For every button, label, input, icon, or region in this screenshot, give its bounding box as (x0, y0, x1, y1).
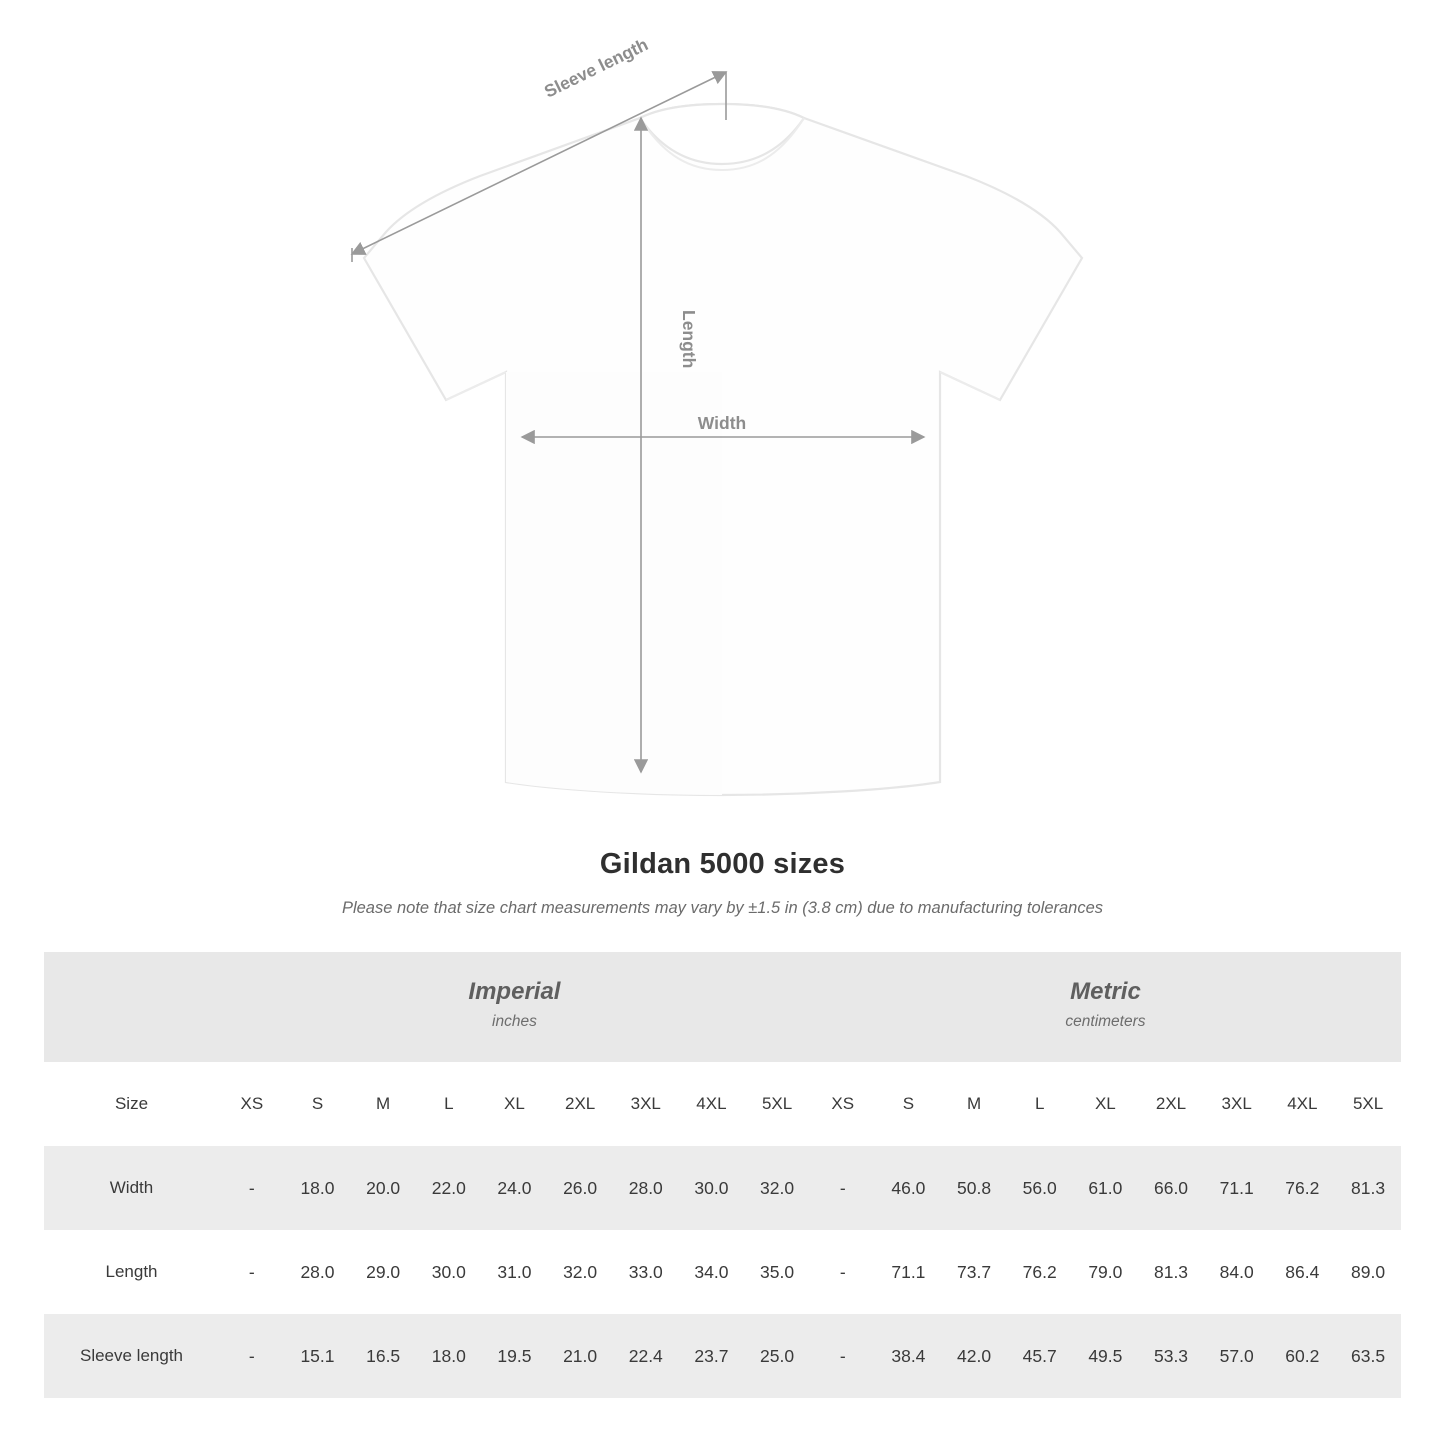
width-metric-5xl: 81.3 (1351, 1177, 1386, 1198)
width-imperial-4xl: 30.0 (694, 1177, 729, 1198)
width-imperial-m: 20.0 (366, 1177, 401, 1198)
col-header-imperial-l: L (444, 1094, 454, 1113)
sleeve-imperial-5xl: 25.0 (760, 1345, 795, 1366)
length-label: Length (679, 310, 699, 369)
size-header-row (44, 1062, 1401, 1146)
length-metric-5xl: 89.0 (1351, 1261, 1386, 1282)
col-header-imperial-s: S (311, 1094, 324, 1113)
col-header-metric-xl: XL (1094, 1094, 1116, 1113)
imperial-header (219, 952, 810, 1062)
sleeve-metric-4xl: 60.2 (1285, 1345, 1320, 1366)
length-metric-s: 71.1 (891, 1261, 926, 1282)
metric-title: Metric (1070, 978, 1141, 1006)
row-label-width: Width (109, 1178, 154, 1197)
imperial-title: Imperial (468, 978, 561, 1006)
length-imperial-2xl: 32.0 (563, 1261, 598, 1282)
size-label: Size (114, 1094, 149, 1113)
sleeve-imperial-xl: 19.5 (497, 1345, 532, 1366)
width-metric-m: 50.8 (957, 1177, 992, 1198)
sleeve-metric-3xl: 57.0 (1219, 1345, 1254, 1366)
sleeve-imperial-xs: - (248, 1345, 255, 1366)
imperial-subtitle: inches (492, 1013, 537, 1031)
length-metric-4xl: 86.4 (1285, 1261, 1320, 1282)
length-metric-3xl: 84.0 (1219, 1261, 1254, 1282)
col-header-metric-4xl: 4XL (1287, 1094, 1318, 1113)
width-metric-l: 56.0 (1022, 1177, 1057, 1198)
table-row (44, 1146, 1401, 1230)
length-metric-l: 76.2 (1022, 1261, 1057, 1282)
width-metric-xs: - (839, 1177, 846, 1198)
width-imperial-s: 18.0 (300, 1177, 335, 1198)
col-header-metric-s: S (902, 1094, 915, 1113)
length-metric-m: 73.7 (957, 1261, 992, 1282)
col-header-imperial-5xl: 5XL (761, 1094, 793, 1113)
table-row (44, 1314, 1401, 1398)
unit-header-row (44, 952, 1401, 1062)
sleeve-length-label: Sleeve length (540, 34, 652, 102)
col-header-imperial-3xl: 3XL (630, 1094, 661, 1113)
width-imperial-3xl: 28.0 (628, 1177, 663, 1198)
length-imperial-xs: - (248, 1261, 255, 1282)
chart-title: Gildan 5000 sizes (599, 848, 846, 880)
length-metric-xl: 79.0 (1088, 1261, 1123, 1282)
width-imperial-5xl: 32.0 (760, 1177, 795, 1198)
length-imperial-4xl: 34.0 (694, 1261, 729, 1282)
width-metric-2xl: 66.0 (1153, 1177, 1189, 1198)
width-imperial-l: 22.0 (431, 1177, 466, 1198)
chart-note: Please note that size chart measurements may vary by ±1.5 in (3.8 cm) due to manufacturing tolerances (341, 899, 1104, 917)
col-header-metric-m: M (966, 1094, 982, 1113)
width-imperial-2xl: 26.0 (563, 1177, 598, 1198)
width-metric-xl: 61.0 (1088, 1177, 1123, 1198)
sleeve-imperial-s: 15.1 (300, 1345, 335, 1366)
metric-subtitle: centimeters (1065, 1013, 1146, 1031)
sleeve-imperial-m: 16.5 (366, 1345, 401, 1366)
sleeve-metric-xs: - (839, 1345, 846, 1366)
col-header-imperial-4xl: 4XL (696, 1094, 727, 1113)
sleeve-metric-xl: 49.5 (1088, 1345, 1123, 1366)
col-header-imperial-xs: XS (240, 1094, 264, 1113)
col-header-metric-5xl: 5XL (1352, 1094, 1384, 1113)
width-metric-3xl: 71.1 (1219, 1177, 1254, 1198)
sleeve-imperial-4xl: 23.7 (694, 1345, 729, 1366)
sleeve-metric-m: 42.0 (957, 1345, 992, 1366)
col-header-metric-l: L (1034, 1094, 1045, 1113)
length-metric-2xl: 81.3 (1153, 1261, 1189, 1282)
width-imperial-xs: - (248, 1177, 255, 1198)
width-imperial-xl: 24.0 (497, 1177, 532, 1198)
length-metric-xs: - (839, 1261, 846, 1282)
width-metric-s: 46.0 (891, 1177, 926, 1198)
unit-header-spacer (44, 952, 219, 1062)
sleeve-imperial-2xl: 21.0 (563, 1345, 598, 1366)
tshirt-shape (364, 104, 1082, 795)
width-label: Width (697, 413, 747, 433)
row-label-sleeve-length: Sleeve length (79, 1346, 184, 1365)
sleeve-metric-2xl: 53.3 (1153, 1345, 1189, 1366)
length-imperial-xl: 31.0 (497, 1261, 532, 1282)
col-header-imperial-xl: XL (504, 1094, 525, 1113)
length-imperial-l: 30.0 (431, 1261, 466, 1282)
col-header-imperial-m: M (376, 1094, 391, 1113)
sleeve-metric-5xl: 63.5 (1351, 1345, 1386, 1366)
size-chart-table (44, 952, 1401, 1398)
length-imperial-3xl: 33.0 (628, 1261, 663, 1282)
col-header-imperial-2xl: 2XL (564, 1094, 596, 1113)
sleeve-imperial-l: 18.0 (431, 1345, 466, 1366)
table-row (44, 1230, 1401, 1314)
col-header-metric-2xl: 2XL (1155, 1094, 1187, 1113)
row-label-length: Length (105, 1262, 158, 1281)
metric-header (810, 952, 1401, 1062)
size-chart-table-wrapper (44, 952, 1401, 1398)
col-header-metric-xs: XS (831, 1094, 855, 1113)
length-imperial-5xl: 35.0 (760, 1261, 795, 1282)
width-metric-4xl: 76.2 (1285, 1177, 1320, 1198)
sleeve-metric-l: 45.7 (1022, 1345, 1057, 1366)
length-imperial-s: 28.0 (300, 1261, 335, 1282)
length-imperial-m: 29.0 (366, 1261, 401, 1282)
sleeve-imperial-3xl: 22.4 (628, 1345, 663, 1366)
col-header-metric-3xl: 3XL (1221, 1094, 1252, 1113)
sleeve-metric-s: 38.4 (891, 1345, 926, 1366)
